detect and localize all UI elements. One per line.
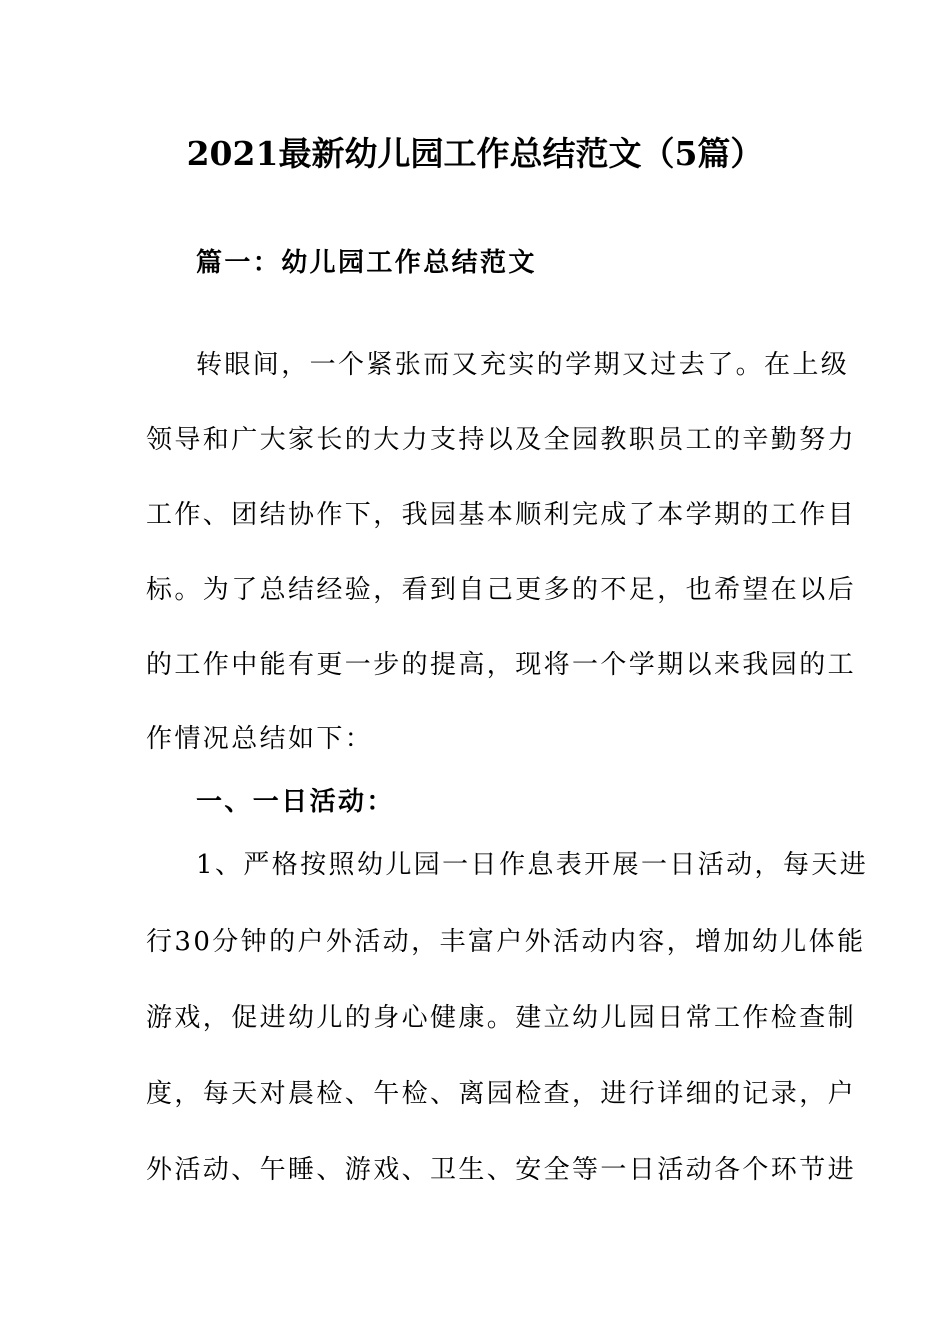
paragraph-line: 领导和广大家长的大力支持以及全园教职员工的辛勤努力 <box>146 425 857 455</box>
paragraph-line: 游戏，促进幼儿的身心健康。建立幼儿园日常工作检查制 <box>146 1003 857 1033</box>
paragraph-line: 标。为了总结经验，看到自己更多的不足，也希望在以后 <box>146 575 857 605</box>
paragraph-line: 作情况总结如下： <box>146 724 374 754</box>
paragraph-line: 工作、团结协作下，我园基本顺利完成了本学期的工作目 <box>146 500 857 530</box>
paragraph-line: 转眼间，一个紧张而又充实的学期又过去了。在上级 <box>196 350 850 380</box>
section-heading: 篇一：幼儿园工作总结范文 <box>196 248 537 278</box>
paragraph-line: 的工作中能有更一步的提高，现将一个学期以来我园的工 <box>146 650 857 680</box>
paragraph-line: 1、严格按照幼儿园一日作息表开展一日活动，每天进 <box>196 850 869 880</box>
paragraph-line: 行30分钟的户外活动，丰富户外活动内容，增加幼儿体能 <box>146 927 866 957</box>
subheading: 一、一日活动： <box>196 787 395 817</box>
document-title: 2021最新幼儿园工作总结范文（5篇） <box>186 134 764 173</box>
paragraph-line: 外活动、午睡、游戏、卫生、安全等一日活动各个环节进 <box>146 1155 857 1185</box>
paragraph-line: 度，每天对晨检、午检、离园检查，进行详细的记录，户 <box>146 1079 857 1109</box>
